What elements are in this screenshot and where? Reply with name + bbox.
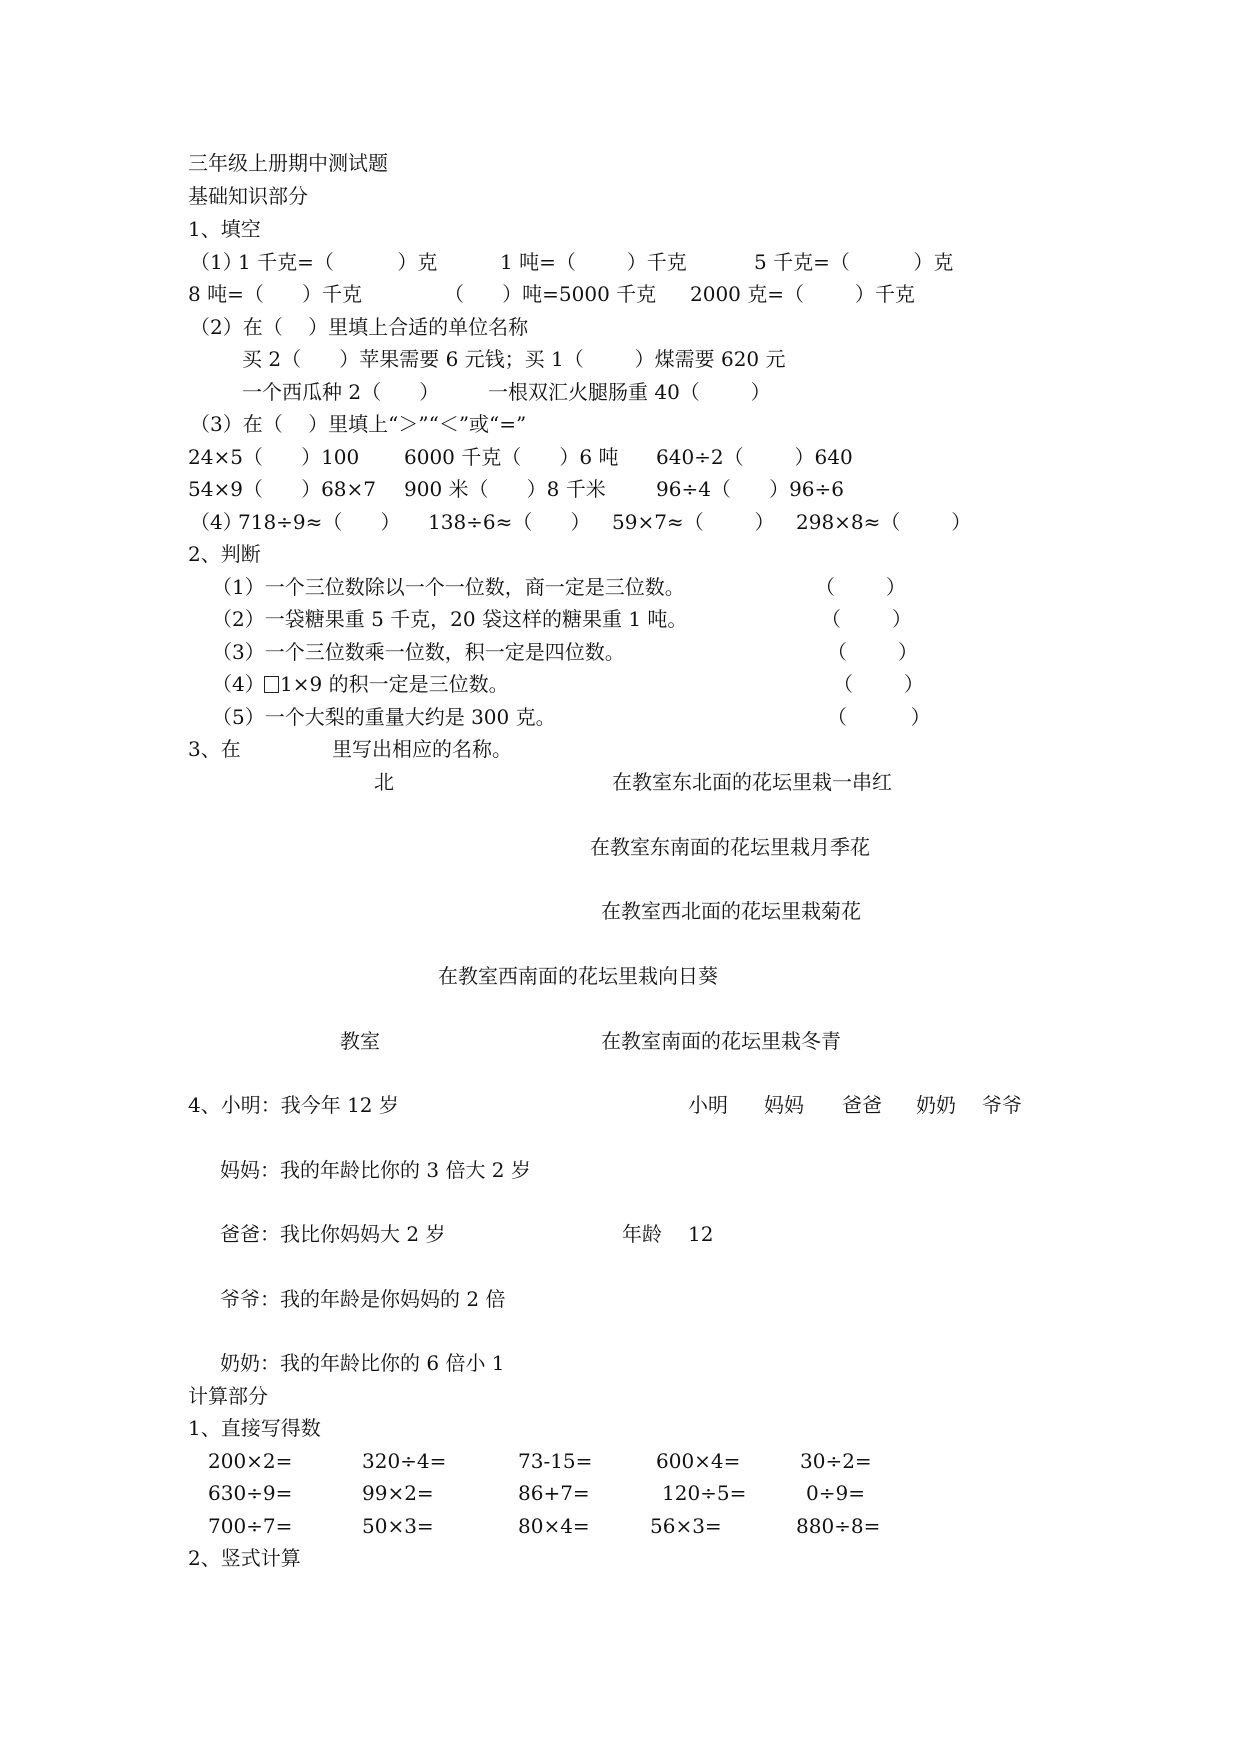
c2-heading: 2、竖式计算	[188, 1546, 301, 1570]
calc-r2-c5: 0÷9=	[806, 1481, 865, 1505]
calc-r1-c5: 30÷2=	[800, 1449, 872, 1473]
section-basic-heading: 基础知识部分	[188, 184, 308, 208]
q3-heading-end: 里写出相应的名称。	[332, 737, 512, 761]
q2-item-4: 1×9 的积一定是三位数。	[280, 672, 509, 696]
q2-item-1: （1）一个三位数除以一个一位数，商一定是三位数。	[212, 575, 685, 599]
q1-p4-item-a: 718÷9≈（ ）	[238, 510, 401, 534]
q2-item-3-paren: （ ）	[827, 640, 918, 664]
q1-p2-item-a: 买 2（ ）苹果需要 6 元钱；买 1（ ）煤需要 620 元	[242, 347, 786, 371]
q1-p3-r2-a: 54×9（ ）68×7	[188, 477, 377, 501]
q2-item-3: （3）一个三位数乘一位数，积一定是四位数。	[212, 640, 625, 664]
q4-row-label: 年龄	[622, 1222, 662, 1246]
calc-r1-c4: 600×4=	[656, 1449, 741, 1473]
calc-r2-c1: 630÷9=	[208, 1481, 293, 1505]
q1-p3-label: （3）在（ ）里填上“＞”“＜”或“=”	[190, 412, 527, 436]
q1-p2-item-b: 一个西瓜种 2（ ）	[242, 380, 440, 404]
q4-line-grandma: 奶奶：我的年龄比你的 6 倍小 1	[220, 1351, 505, 1375]
calc-r2-c3: 86+7=	[518, 1481, 590, 1505]
q4-line-grandpa: 爷爷：我的年龄是你妈妈的 2 倍	[220, 1287, 506, 1311]
north-label: 北	[374, 770, 394, 794]
q1-p2-label: （2）在（ ）里填上合适的单位名称	[190, 315, 529, 339]
q1-p3-r1-a: 24×5（ ）100	[188, 445, 360, 469]
q1-p4-item-b: 138÷6≈（ ）	[428, 510, 591, 534]
q4-row-value: 12	[688, 1222, 714, 1246]
q4-heading: 4、小明：我今年 12 岁	[188, 1093, 399, 1117]
q3-note-3: 在教室西北面的花坛里栽菊花	[601, 899, 861, 923]
q1-p1-item-d: 8 吨=（ ）千克	[188, 282, 362, 306]
section-calc-heading: 计算部分	[188, 1384, 268, 1408]
calc-r3-c3: 80×4=	[518, 1514, 590, 1538]
calc-r2-c2: 99×2=	[362, 1481, 434, 1505]
calc-r3-c5: 880÷8=	[796, 1514, 881, 1538]
q2-item-5: （5）一个大梨的重量大约是 300 克。	[212, 705, 556, 729]
q1-p1-item-f: 2000 克=（ ）千克	[690, 282, 915, 306]
q4-header-dad: 爸爸	[842, 1093, 882, 1117]
q1-p2-item-c: 一根双汇火腿肠重 40（ ）	[488, 380, 771, 404]
q3-note-4: 在教室西南面的花坛里栽向日葵	[438, 964, 718, 988]
q4-header-grandma: 奶奶	[916, 1093, 956, 1117]
calc-r1-c3: 73-15=	[518, 1449, 593, 1473]
calc-r1-c1: 200×2=	[208, 1449, 293, 1473]
q1-p3-r1-c: 640÷2（ ）640	[656, 445, 853, 469]
q1-p3-r1-b: 6000 千克（ ）6 吨	[404, 445, 619, 469]
q2-item-5-paren: （ ）	[827, 705, 931, 729]
q1-p3-r2-c: 96÷4（ ）96÷6	[656, 477, 845, 501]
calc-r2-c4: 120÷5=	[662, 1481, 747, 1505]
q1-heading: 1、填空	[188, 217, 261, 241]
q1-p1-item-e: （ ）吨=5000 千克	[444, 282, 657, 306]
q2-item-2-paren: （ ）	[821, 607, 912, 631]
q2-item-2: （2）一袋糖果重 5 千克，20 袋这样的糖果重 1 吨。	[212, 607, 688, 631]
q2-item-4-prefix: （4）	[212, 672, 265, 696]
q1-p1-item-c: 5 千克=（ ）克	[754, 250, 954, 274]
q4-header-mom: 妈妈	[764, 1093, 804, 1117]
q1-p4-item-d: 298×8≈（ ）	[796, 510, 972, 534]
q4-header-xiaoming: 小明	[688, 1093, 728, 1117]
q1-p4-item-c: 59×7≈（ ）	[612, 510, 775, 534]
calc-r3-c2: 50×3=	[362, 1514, 434, 1538]
q1-p4-label: （4）	[190, 510, 243, 534]
calc-r1-c2: 320÷4=	[362, 1449, 447, 1473]
q1-p1-item-b: 1 吨=（ ）千克	[500, 250, 687, 274]
q2-item-4-paren: （ ）	[833, 672, 924, 696]
q1-p3-r2-b: 900 米（ ）8 千米	[404, 477, 606, 501]
q2-heading: 2、判断	[188, 542, 261, 566]
q3-note-5: 在教室南面的花坛里栽冬青	[601, 1029, 841, 1053]
classroom-label: 教室	[340, 1029, 380, 1053]
q1-p1-item-a: 1 千克=（ ）克	[238, 250, 438, 274]
q1-p1-label: （1）	[190, 250, 243, 274]
calc-r3-c1: 700÷7=	[208, 1514, 293, 1538]
q3-note-2: 在教室东南面的花坛里栽月季花	[590, 835, 870, 859]
q3-note-1: 在教室东北面的花坛里栽一串红	[612, 770, 892, 794]
q4-header-grandpa: 爷爷	[982, 1093, 1022, 1117]
c1-heading: 1、直接写得数	[188, 1416, 321, 1440]
page-title: 三年级上册期中测试题	[188, 151, 388, 175]
blank-square-box	[264, 676, 279, 693]
q4-line-dad: 爸爸：我比你妈妈大 2 岁	[220, 1222, 446, 1246]
q3-heading-start: 3、在	[188, 737, 241, 761]
calc-r3-c4: 56×3=	[650, 1514, 722, 1538]
q2-item-1-paren: （ ）	[815, 575, 906, 599]
q4-line-mom: 妈妈：我的年龄比你的 3 倍大 2 岁	[220, 1158, 531, 1182]
